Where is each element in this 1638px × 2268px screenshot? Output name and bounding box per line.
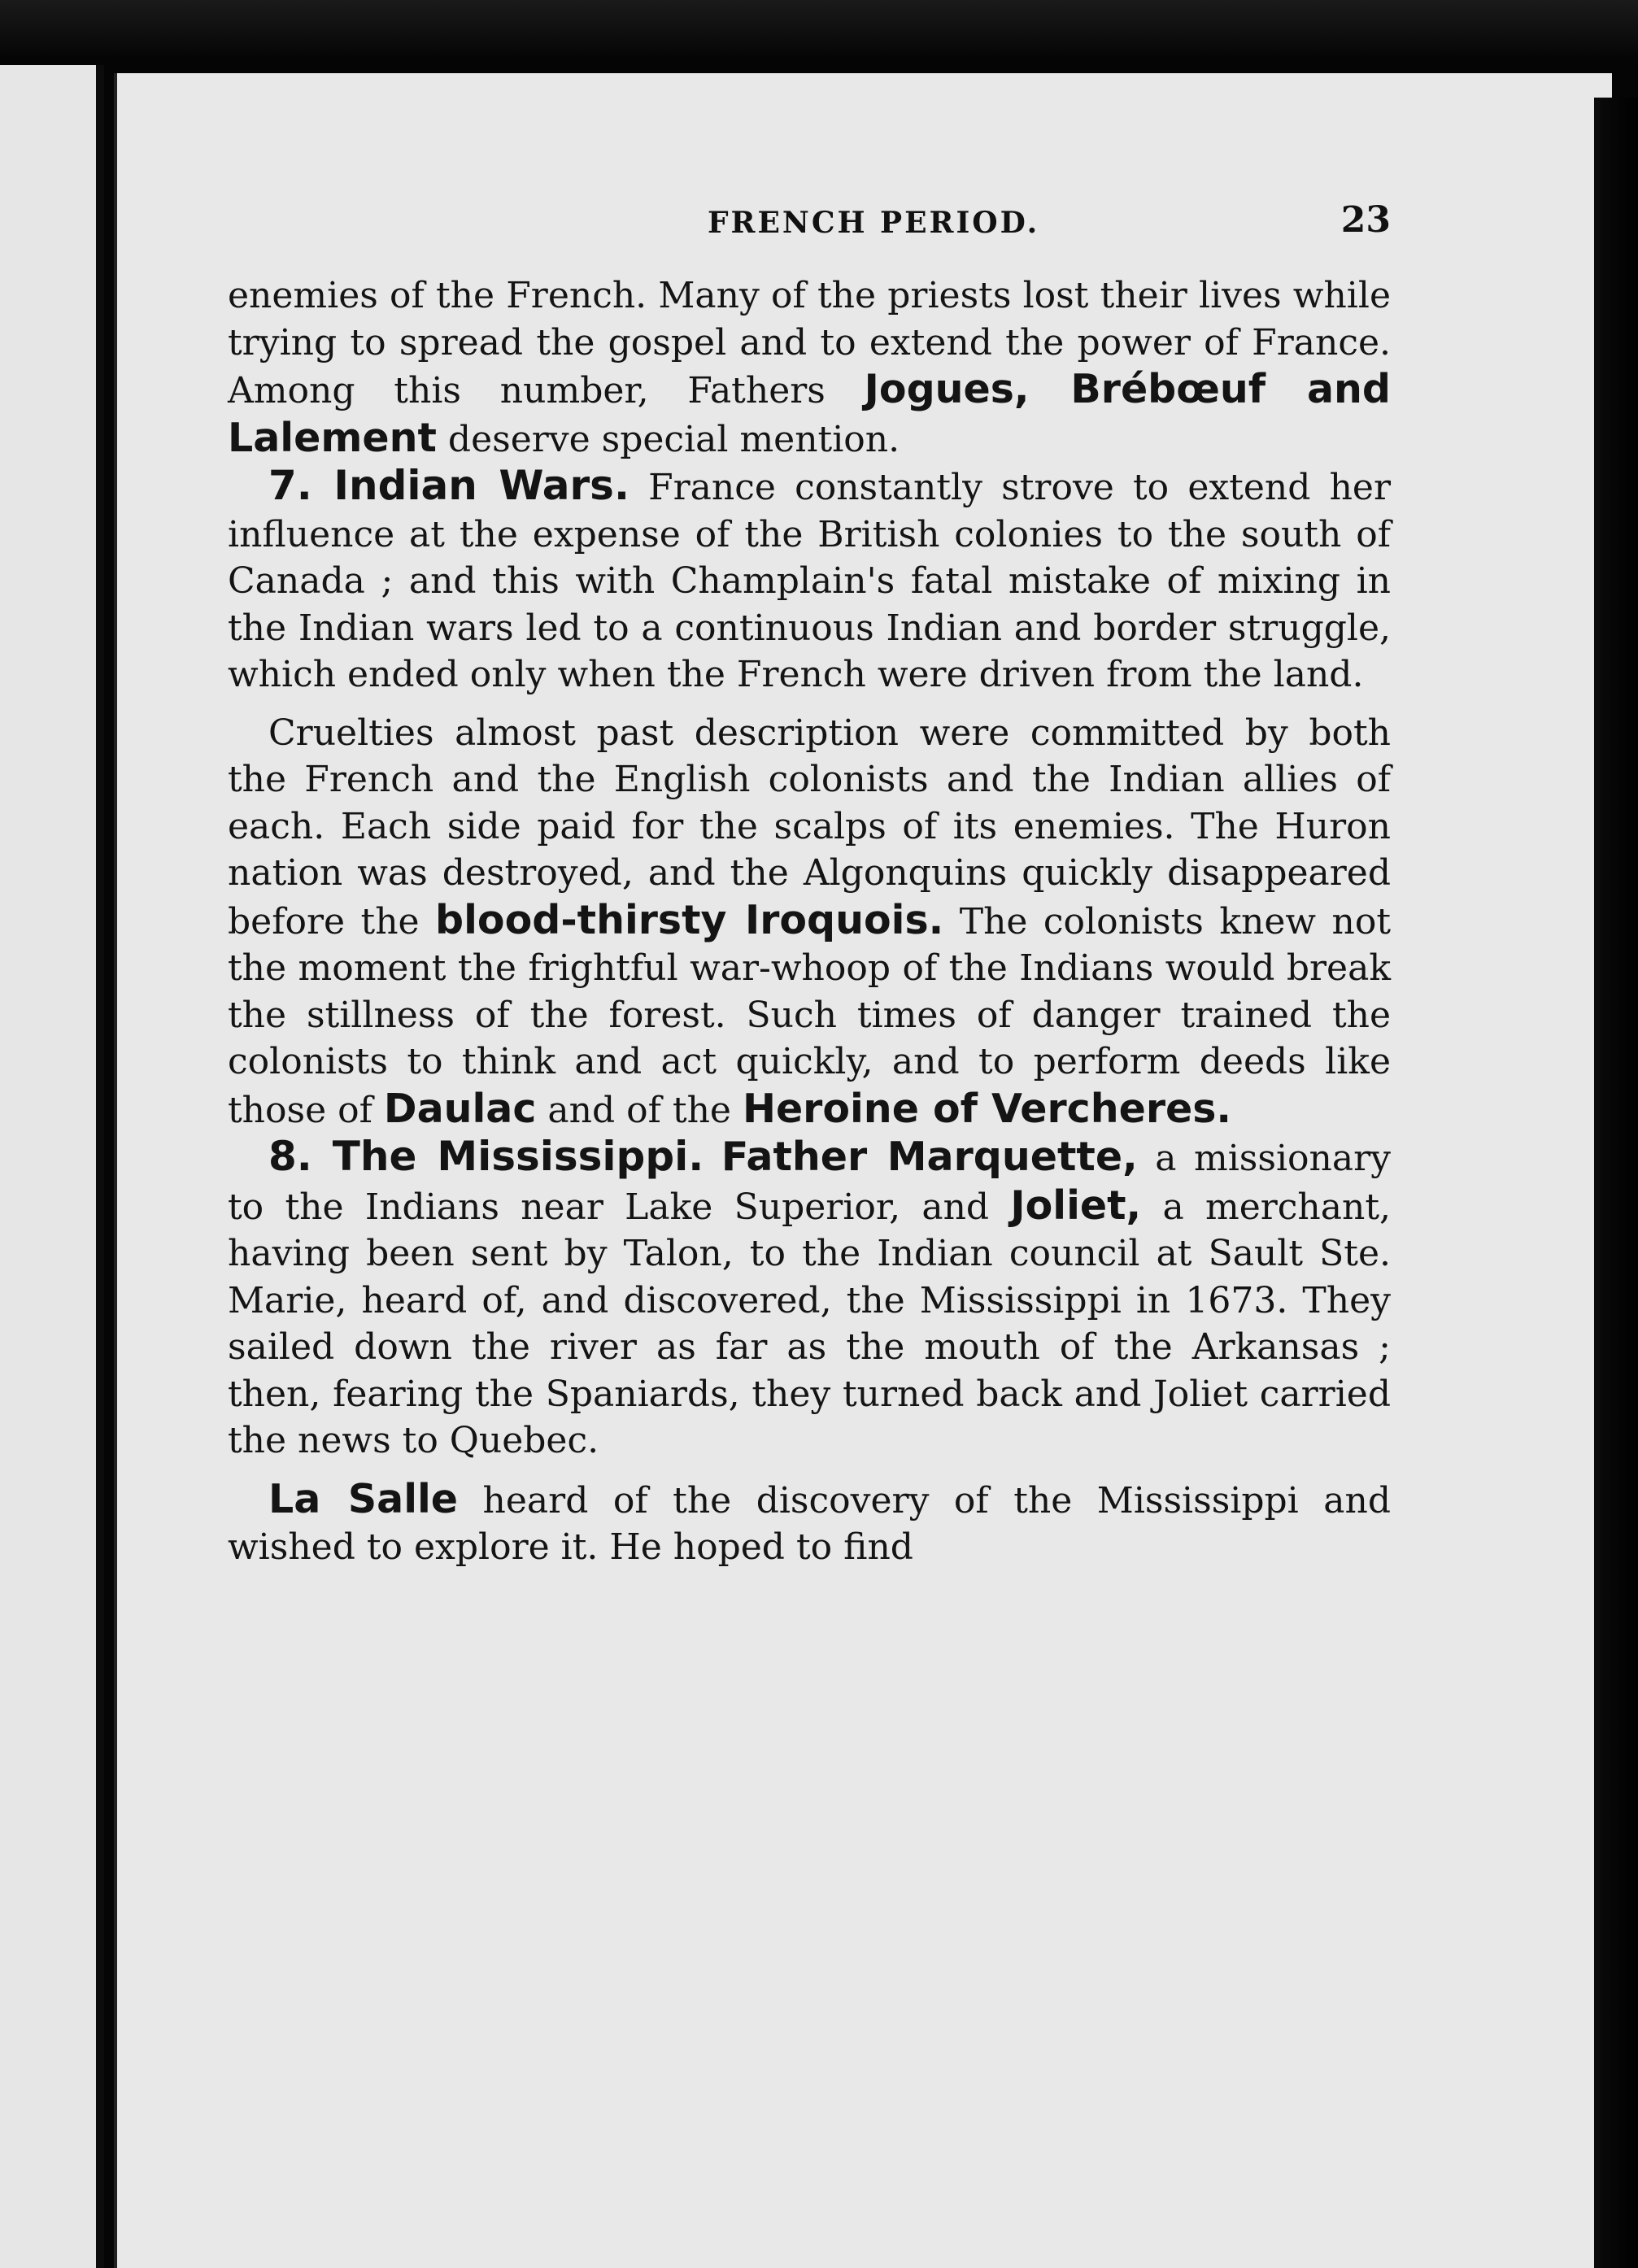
paragraph-missionaries [228,272,1391,463]
page-number: 23 [1340,199,1391,241]
right-scan-edge [1594,98,1638,2268]
paragraph-mississippi [228,1134,1391,1465]
paragraph-indian-wars [228,463,1391,699]
bold-iroquois: blood-thirsty Iroquois. [435,896,944,943]
text-run: The colonists knew not the moment the frightful war-whoop of the Indians would break the stillness of the forest. Such times of danger trained the colonists to think and act quickly, and to perform deeds like those of [228,900,1392,1131]
paragraph-la-salle [228,1476,1391,1571]
running-header [228,199,1391,248]
top-scan-edge [0,0,1638,57]
text-run: France constantly strove to extend her influence at the expense of the British colonies to the south of Canada ; and this with Champlain's fatal mistake of mixing in the Indian wars led to a continuous Indian and border struggle, which ended only when the French were driven from the land. [228,467,1391,695]
section-heading-indian-wars: 7. Indian Wars. [268,462,629,509]
paragraph-cruelties [228,710,1391,1134]
text-run: enemies of the French. Many of the priests lost their lives while trying to spread the gospel and to extend the power of France. Among this number, Fathers [228,275,1391,411]
text-run: and of the [536,1089,743,1131]
text-run: deserve special mention. [436,418,900,460]
bold-heroine-of-vercheres: Heroine of Vercheres. [742,1085,1232,1132]
bold-joliet: Joliet, [1010,1182,1142,1229]
bold-la-salle: La Salle [268,1475,459,1522]
previous-page-edge [0,65,104,2268]
text-run: heard of the discovery of the Mississippi and wished to explore it. He hoped to find [228,1479,1391,1568]
running-title: FRENCH PERIOD. [708,206,1040,240]
bold-father-marquette: Father Marquette, [721,1134,1138,1180]
text-run [704,1138,721,1179]
bold-names-fathers: Jogues, Brébœuf and Lalement [228,366,1391,461]
text-run: Cruelties almost past description were committed by both the French and the English colonists and the Indian allies of each. Each side paid for the scalps of its enemies. The Huron nation was destroyed, and the Algonquins quickly disappeared before the [228,712,1391,942]
text-run: a missionary to the Indians near Lake Superior, and [228,1138,1391,1228]
section-heading-mississippi: 8. The Mississippi. [268,1133,704,1180]
body-text [228,272,1391,1571]
bold-daulac: Daulac [383,1085,537,1132]
text-run: a merchant, having been sent by Talon, to the Indian council at Sault Ste. Marie, heard of, and discovered, the Mississippi in 1673. They sailed down the river as far as the mouth of the Arkansas ; then, fearing the Spaniards, they turned back and Joliet carried the news to Quebec. [228,1186,1392,1461]
